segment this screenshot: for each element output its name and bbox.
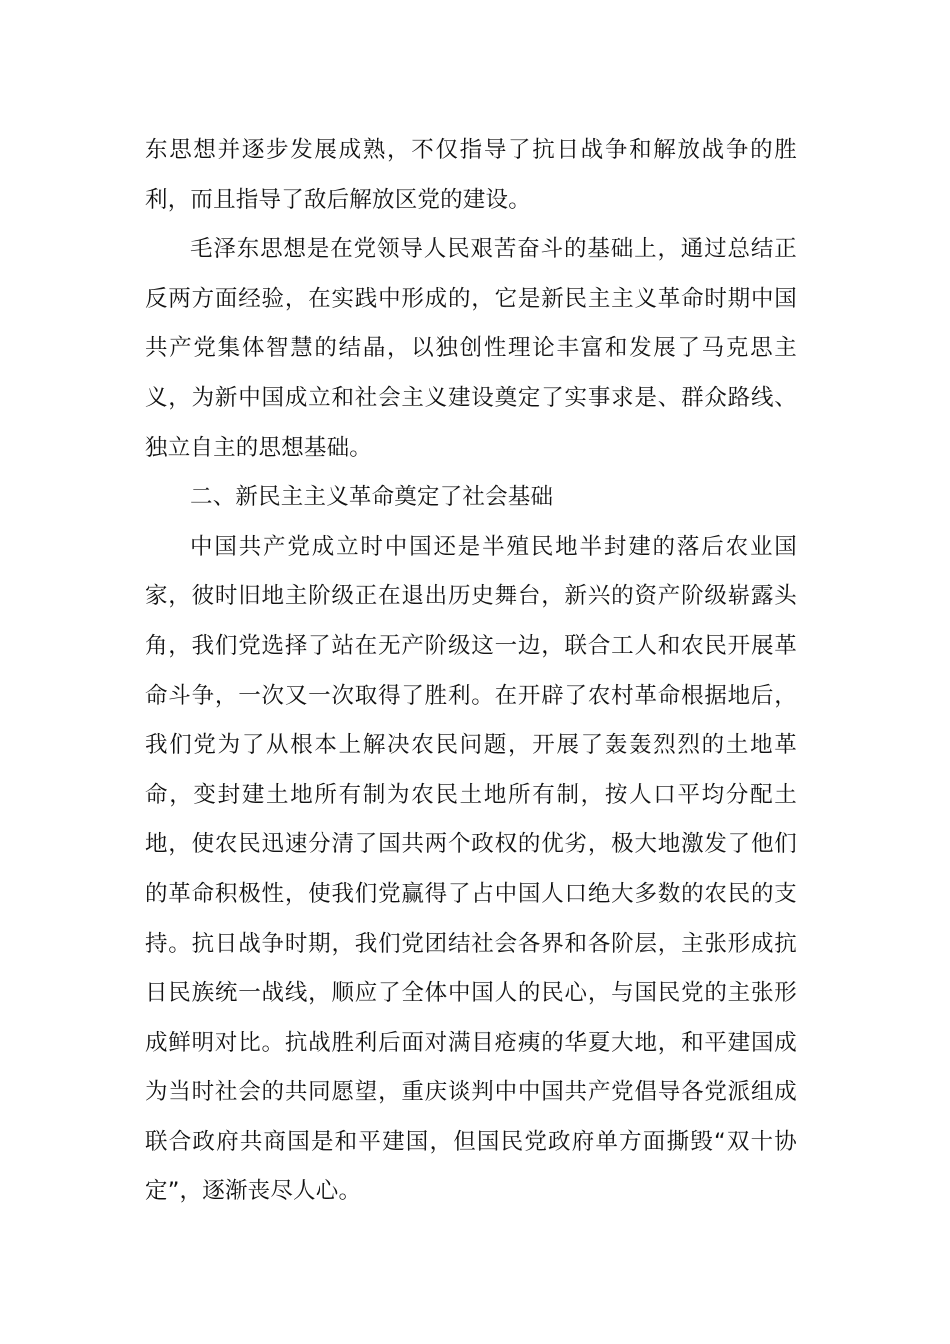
document-body bbox=[145, 126, 797, 1217]
paragraph-social-foundation: 中国共产党成立时中国还是半殖民地半封建的落后农业国家，彼时旧地主阶级正在退出历史舞台，新兴的资产阶级崭露头角，我们党选择了站在无产阶级这一边，联合工人和农民开展革命斗争，一次又一次取得了胜利。在开辟了农村革命根据地后，我们党为了从根本上解决农民问题，开展了轰轰烈烈的土地革命，变封建土地所有制为农民土地所有制，按人口平均分配土地，使农民迅速分清了国共两个政权的优劣，极大地激发了他们的革命积极性，使我们党赢得了占中国人口绝大多数的农民的支持。抗日战争时期，我们党团结社会各界和各阶层，主张形成抗日民族统一战线，顺应了全体中国人的民心，与国民党的主张形成鲜明对比。抗战胜利后面对满目疮痍的华夏大地，和平建国成为当时社会的共同愿望，重庆谈判中中国共产党倡导各党派组成联合政府共商国是和平建国，但国民党政府单方面撕毁“双十协定”，逐渐丧尽人心。 bbox=[145, 533, 797, 1205]
section-heading: 二、新民主主义革命奠定了社会基础 bbox=[190, 484, 554, 511]
paragraph-mao-thought: 毛泽东思想是在党领导人民艰苦奋斗的基础上，通过总结正反两方面经验，在实践中形成的，它是新民主主义革命时期中国共产党集体智慧的结晶，以独创性理论丰富和发展了马克思主义，为新中国成立和社会主义建设奠定了实事求是、群众路线、独立自主的思想基础。 bbox=[145, 236, 797, 461]
paragraph-continuation: 东思想并逐步发展成熟，不仅指导了抗日战争和解放战争的胜利，而且指导了敌后解放区党的建设。 bbox=[145, 137, 797, 213]
